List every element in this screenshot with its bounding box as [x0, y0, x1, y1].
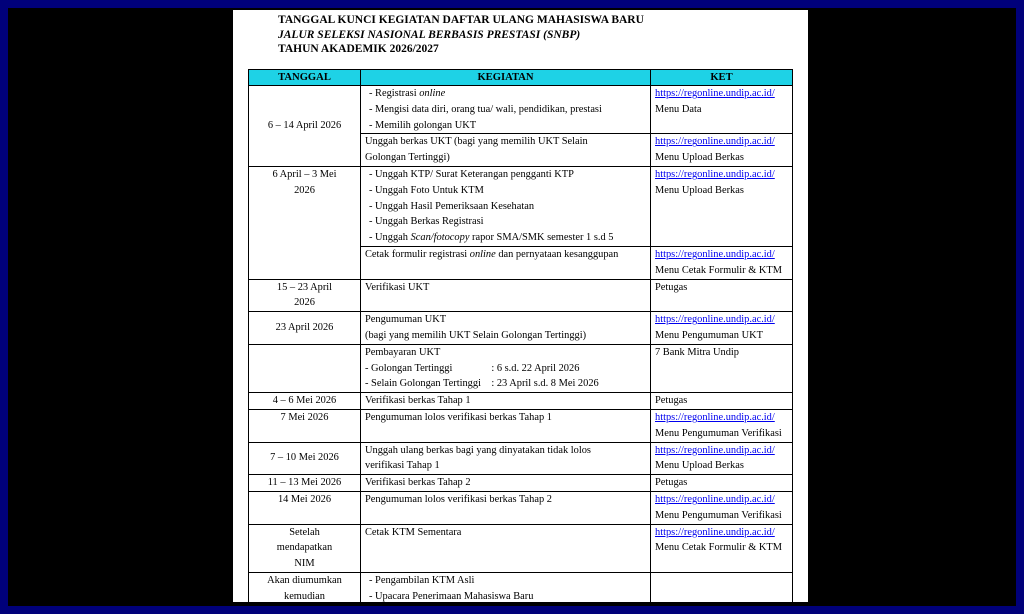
- activity-item: - Memilih golongan UKT: [369, 119, 477, 131]
- date-cell: 14 Mei 2026: [249, 491, 361, 524]
- activity-cell: [361, 86, 651, 134]
- activity-cell: Cetak KTM Sementara: [361, 524, 651, 572]
- activity-cell: [361, 344, 651, 392]
- ket-text: Menu Pengumuman UKT: [655, 329, 763, 341]
- date-cell: 4 – 6 Mei 2026: [249, 393, 361, 410]
- ket-cell: [651, 524, 793, 572]
- document-page: [233, 10, 808, 602]
- ket-cell: Petugas: [651, 393, 793, 410]
- ket-text: Menu Data: [655, 103, 702, 115]
- activity-item: - Unggah KTP/ Surat Keterangan pengganti KTP: [369, 168, 574, 180]
- ket-text: Menu Upload Berkas: [655, 460, 744, 472]
- ket-cell: [651, 442, 793, 475]
- table-header-row: [249, 70, 793, 86]
- table-row: [249, 475, 793, 492]
- table-row: [249, 524, 793, 572]
- activity-item: Unggah ulang berkas bagi yang dinyatakan tidak lolos: [365, 444, 591, 456]
- activity-item: Pengumuman UKT: [365, 314, 447, 326]
- date-cell: 6 April – 3 Mei 2026: [249, 166, 361, 279]
- ket-cell: [651, 246, 793, 279]
- ket-cell: [651, 166, 793, 246]
- date-cell: Setelah mendapatkan NIM: [249, 524, 361, 572]
- activity-item: - Unggah Foto Untuk KTM: [369, 184, 484, 196]
- activity-item: - Pengambilan KTM Asli: [369, 574, 475, 586]
- ket-text: Menu Upload Berkas: [655, 184, 744, 196]
- ket-cell: [651, 572, 793, 602]
- activity-item: - Golongan Tertinggi : 6 s.d. 22 April 2026: [365, 362, 580, 374]
- activity-item: - Unggah Hasil Pemeriksaan Kesehatan: [369, 200, 535, 212]
- ket-cell: Petugas: [651, 475, 793, 492]
- ket-text: Menu Pengumuman Verifikasi: [655, 509, 782, 521]
- header-ket: KET: [651, 70, 793, 86]
- activity-item: - Unggah Scan/fotocopy rapor SMA/SMK semester 1 s.d 5: [369, 232, 614, 244]
- table-row: [249, 166, 793, 246]
- table-row: [249, 409, 793, 442]
- date-cell: 15 – 23 April 2026: [249, 279, 361, 312]
- activity-cell: Pengumuman lolos verifikasi berkas Tahap 2: [361, 491, 651, 524]
- activity-item: Pembayaran UKT: [365, 346, 441, 358]
- activity-cell: [361, 312, 651, 345]
- ket-text: Menu Upload Berkas: [655, 152, 744, 164]
- schedule-table: [248, 69, 793, 602]
- date-cell: 11 – 13 Mei 2026: [249, 475, 361, 492]
- table-row: [249, 86, 793, 134]
- activity-item: - Upacara Penerimaan Mahasiswa Baru: [369, 590, 534, 602]
- activity-item: - Unggah Berkas Registrasi: [369, 216, 484, 228]
- ket-cell: [651, 312, 793, 345]
- date-cell: 7 Mei 2026: [249, 409, 361, 442]
- table-row: [249, 312, 793, 345]
- regonline-link[interactable]: https://regonline.undip.ac.id/: [655, 411, 775, 423]
- table-row: [249, 279, 793, 312]
- date-cell: Akan diumumkan kemudian: [249, 572, 361, 602]
- activity-item: Unggah berkas UKT (bagi yang memilih UKT Selain: [365, 136, 588, 148]
- activity-cell: [361, 572, 651, 602]
- activity-cell: Verifikasi UKT: [361, 279, 651, 312]
- activity-item: - Selain Golongan Tertinggi : 23 April s.d. 8 Mei 2026: [365, 378, 599, 390]
- activity-cell: Pengumuman lolos verifikasi berkas Tahap 1: [361, 409, 651, 442]
- ket-text: Menu Cetak Formulir & KTM: [655, 542, 782, 554]
- date-cell: 7 – 10 Mei 2026: [249, 442, 361, 475]
- ket-text: Menu Pengumuman Verifikasi: [655, 427, 782, 439]
- activity-cell: [361, 166, 651, 246]
- activity-cell: Verifikasi berkas Tahap 1: [361, 393, 651, 410]
- activity-item: - Registrasi online: [369, 88, 446, 99]
- regonline-link[interactable]: https://regonline.undip.ac.id/: [655, 88, 775, 99]
- table-row: [249, 393, 793, 410]
- heading-line-1: TANGGAL KUNCI KEGIATAN DAFTAR ULANG MAHASISWA BARU: [278, 14, 644, 26]
- activity-item: Golongan Tertinggi): [365, 152, 450, 164]
- regonline-link[interactable]: https://regonline.undip.ac.id/: [655, 168, 775, 180]
- activity-item: verifikasi Tahap 1: [365, 460, 440, 472]
- regonline-link[interactable]: https://regonline.undip.ac.id/: [655, 248, 775, 260]
- heading-line-3: TAHUN AKADEMIK 2026/2027: [278, 43, 439, 55]
- ket-cell: Petugas: [651, 279, 793, 312]
- ket-cell: [651, 491, 793, 524]
- activity-item: - Mengisi data diri, orang tua/ wali, pendidikan, prestasi: [369, 103, 602, 115]
- date-cell: [249, 344, 361, 392]
- header-kegiatan: KEGIATAN: [361, 70, 651, 86]
- date-cell: 6 – 14 April 2026: [249, 86, 361, 167]
- header-tanggal: TANGGAL: [249, 70, 361, 86]
- regonline-link[interactable]: https://regonline.undip.ac.id/: [655, 526, 775, 538]
- activity-item: Cetak formulir registrasi online dan pernyataan kesanggupan: [365, 248, 619, 260]
- activity-cell: [361, 134, 651, 167]
- ket-cell: 7 Bank Mitra Undip: [651, 344, 793, 392]
- ket-cell: [651, 409, 793, 442]
- regonline-link[interactable]: https://regonline.undip.ac.id/: [655, 444, 775, 456]
- activity-cell: [361, 246, 651, 279]
- regonline-link[interactable]: https://regonline.undip.ac.id/: [655, 493, 775, 505]
- activity-cell: [361, 442, 651, 475]
- table-row: [249, 572, 793, 602]
- activity-cell: Verifikasi berkas Tahap 2: [361, 475, 651, 492]
- ket-cell: [651, 134, 793, 167]
- table-row: [249, 442, 793, 475]
- ket-cell: [651, 86, 793, 134]
- document-heading: [278, 13, 644, 57]
- table-row: [249, 491, 793, 524]
- table-row: [249, 344, 793, 392]
- heading-line-2: JALUR SELEKSI NASIONAL BERBASIS PRESTASI (SNBP): [278, 28, 581, 41]
- activity-item: (bagi yang memilih UKT Selain Golongan Tertinggi): [365, 329, 587, 341]
- regonline-link[interactable]: https://regonline.undip.ac.id/: [655, 136, 775, 148]
- date-cell: 23 April 2026: [249, 312, 361, 345]
- ket-text: Menu Cetak Formulir & KTM: [655, 264, 782, 276]
- regonline-link[interactable]: https://regonline.undip.ac.id/: [655, 314, 775, 326]
